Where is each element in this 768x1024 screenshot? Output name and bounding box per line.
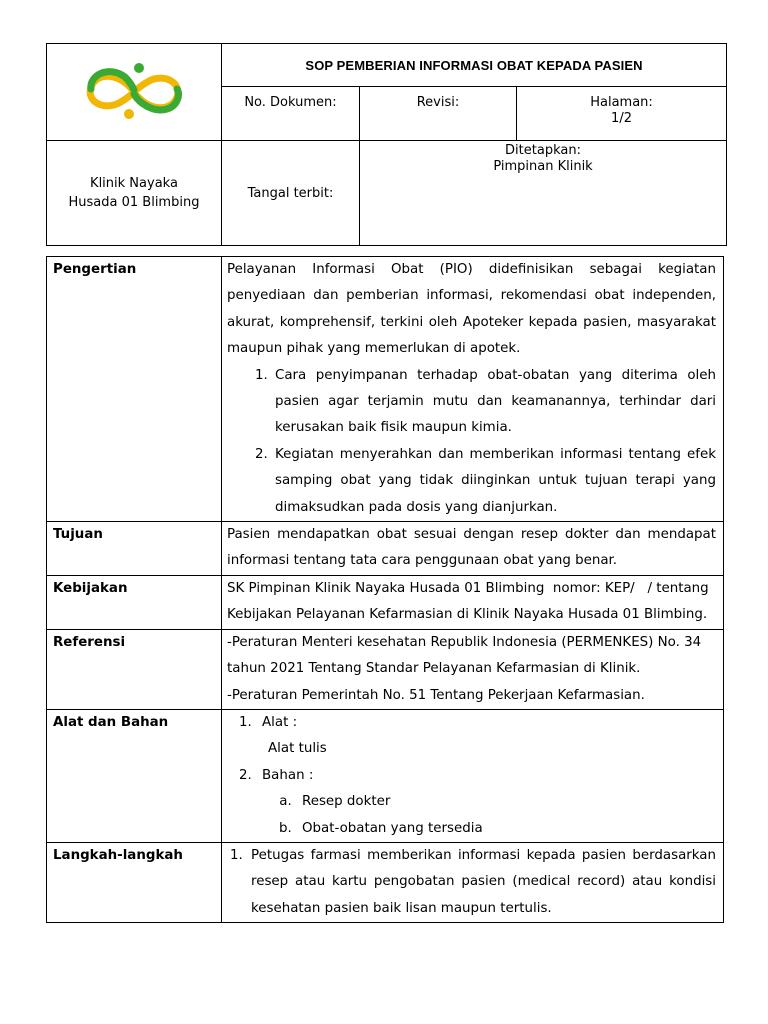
no-dokumen-label: No. Dokumen: bbox=[222, 87, 360, 141]
referensi-label: Referensi bbox=[47, 629, 222, 709]
bahan-list bbox=[262, 789, 716, 842]
alat-label: Alat : bbox=[262, 714, 298, 730]
list-item: 2. Kegiatan menyerahkan dan memberikan informasi tentang efek samping obat yang tidak diinginkan untuk tujuan terapi yang dimaksudkan pada dosis yang dianjurkan. bbox=[272, 442, 716, 521]
ditetapkan-by: Pimpinan Klinik bbox=[493, 159, 593, 174]
clinic-name bbox=[47, 141, 222, 246]
tujuan-text: Pasien mendapatkan obat sesuai dengan resep dokter dan mendapat informasi tentang tata cara penggunaan obat yang benar. bbox=[222, 522, 724, 576]
ditetapkan-cell bbox=[360, 141, 727, 246]
row-kebijakan bbox=[47, 575, 724, 629]
document-title: SOP PEMBERIAN INFORMASI OBAT KEPADA PASIEN bbox=[222, 44, 727, 87]
list-item: 1. Cara penyimpanan terhadap obat-obatan yang diterima oleh pasien agar terjamin mutu dan keamanannya, terhindar dari kerusakan baik fisik maupun kimia. bbox=[272, 363, 716, 442]
document-header bbox=[46, 43, 727, 246]
kebijakan-text: SK Pimpinan Klinik Nayaka Husada 01 Blimbing nomor: KEP/ / tentang Kebijakan Pelayanan Kefarmasian di Klinik Nayaka Husada 01 Blimbing. bbox=[222, 575, 724, 629]
sop-content-table bbox=[46, 256, 724, 923]
langkah-list bbox=[227, 843, 716, 922]
pengertian-content bbox=[222, 257, 724, 522]
list-item: 1. Petugas farmasi memberikan informasi kepada pasien berdasarkan resep atau kartu pengobatan pasien (medical record) atau kondisi kesehatan pasien baik lisan maupun tertulis. bbox=[247, 843, 716, 922]
kebijakan-label: Kebijakan bbox=[47, 575, 222, 629]
langkah-content bbox=[222, 842, 724, 922]
bahan-label: Bahan : bbox=[262, 767, 314, 783]
referensi-line1: -Peraturan Menteri kesehatan Republik Indonesia (PERMENKES) No. 34 tahun 2021 Tentang Standar Pelayanan Kefarmasian di Klinik. bbox=[227, 634, 702, 677]
list-item bbox=[256, 710, 716, 763]
clinic-name-line2: Husada 01 Blimbing bbox=[68, 195, 200, 210]
referensi-content bbox=[222, 629, 724, 709]
list-item bbox=[256, 763, 716, 842]
langkah-label: Langkah-langkah bbox=[47, 842, 222, 922]
row-alat-bahan bbox=[47, 709, 724, 842]
row-referensi bbox=[47, 629, 724, 709]
pengertian-list bbox=[227, 363, 716, 521]
pengertian-label: Pengertian bbox=[47, 257, 222, 522]
clinic-logo-icon bbox=[79, 59, 189, 121]
alat-bahan-list bbox=[227, 710, 716, 842]
row-pengertian bbox=[47, 257, 724, 522]
tujuan-label: Tujuan bbox=[47, 522, 222, 576]
clinic-name-line1: Klinik Nayaka bbox=[90, 176, 178, 191]
halaman-label: Halaman: bbox=[590, 95, 653, 110]
row-langkah bbox=[47, 842, 724, 922]
alat-bahan-content bbox=[222, 709, 724, 842]
tanggal-terbit-label: Tangal terbit: bbox=[222, 141, 360, 246]
logo-cell bbox=[47, 44, 222, 141]
pengertian-paragraph: Pelayanan Informasi Obat (PIO) didefinisikan sebagai kegiatan penyediaan dan pemberian informasi, rekomendasi obat independen, akurat, komprehensif, terkini oleh Apoteker kepada pasien, masyarakat maupun pihak yang memerlukan di apotek. bbox=[227, 262, 716, 357]
list-item: a. Resep dokter bbox=[296, 789, 716, 815]
alat-bahan-label: Alat dan Bahan bbox=[47, 709, 222, 842]
referensi-line2: -Peraturan Pemerintah No. 51 Tentang Pekerjaan Kefarmasian. bbox=[227, 687, 645, 703]
ditetapkan-label: Ditetapkan: bbox=[505, 143, 581, 158]
revisi-label: Revisi: bbox=[360, 87, 517, 141]
alat-item: Alat tulis bbox=[268, 741, 327, 757]
row-tujuan bbox=[47, 522, 724, 576]
halaman-value: 1/2 bbox=[611, 111, 632, 126]
halaman-cell bbox=[517, 87, 727, 141]
list-item: b. Obat-obatan yang tersedia bbox=[296, 816, 716, 842]
